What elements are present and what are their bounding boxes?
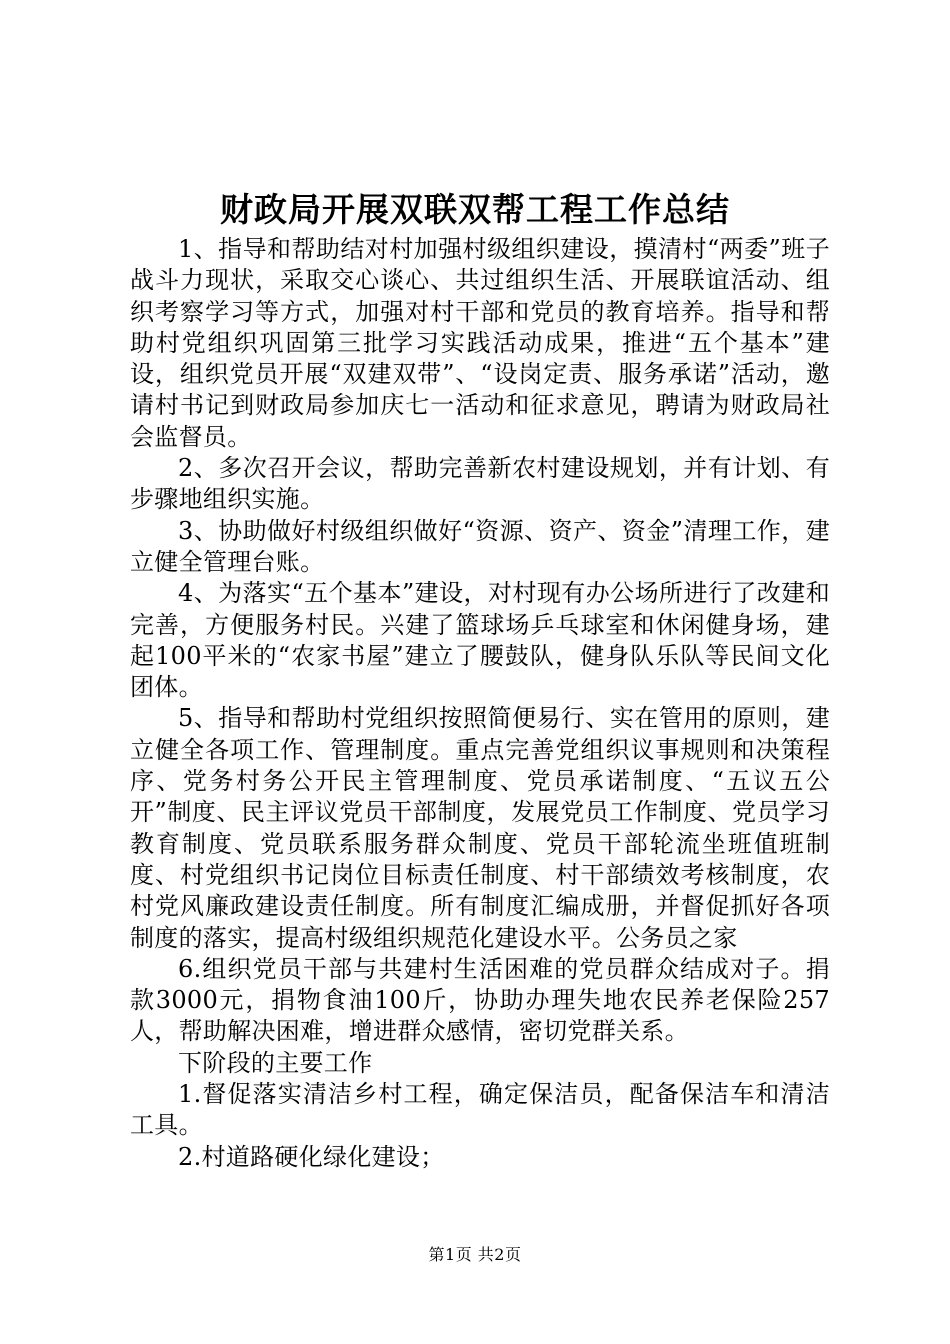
paragraph-4: 4、为落实“五个基本”建设，对村现有办公场所进行了改建和完善，方便服务村民。兴建了篮球场乒乓球室和休闲健身场，建起100平米的“农家书屋”建立了腰鼓队，健身队乐队等民间文化团体。 [130,579,830,702]
page-footer: 第1页 共2页 [428,1245,522,1264]
paragraph-2: 2、多次召开会议，帮助完善新农村建设规划，并有计划、有步骤地组织实施。 [130,454,830,514]
next-step-2: 2.村道路硬化绿化建设； [178,1142,445,1171]
paragraph-5: 5、指导和帮助村党组织按照简便易行、实在管用的原则，建立健全各项工作、管理制度。重点完善党组织议事规则和决策程序、党务村务公开民主管理制度、党员承诺制度、“五议五公开”制度、民主评议党员干部制度，发展党员工作制度、党员学习教育制度、党员联系服务群众制度、党员干部轮流坐班值班制度、村党组织书记岗位目标责任制度、村干部绩效考核制度，农村党风廉政建设责任制度。所有制度汇编成册，并督促抓好各项制度的落实，提高村级组织规范化建设水平。公务员之家 [130,704,830,952]
paragraph-1: 1、指导和帮助结对村加强村级组织建设，摸清村“两委”班子战斗力现状，采取交心谈心、共过组织生活、开展联谊活动、组织考察学习等方式，加强对村干部和党员的教育培养。指导和帮助村党组织巩固第三批学习实践活动成果，推进“五个基本”建设，组织党员开展“双建双带”、“设岗定责、服务承诺”活动，邀请村书记到财政局参加庆七一活动和征求意见，聘请为财政局社会监督员。 [130,235,830,451]
section-heading: 下阶段的主要工作 [178,1048,373,1077]
document-body [130,234,830,1173]
paragraph-3: 3、协助做好村级组织做好“资源、资产、资金”清理工作，建立健全管理台账。 [130,516,830,576]
page-title: 财政局开展双联双帮工程工作总结 [220,190,730,229]
next-step-1: 1.督促落实清洁乡村工程，确定保洁员，配备保洁车和清洁工具。 [130,1080,830,1140]
paragraph-6: 6.组织党员干部与共建村生活困难的党员群众结成对子。捐款3000元，捐物食油100斤，协助办理失地农民养老保险257人，帮助解决困难，增进群众感情，密切党群关系。 [130,954,830,1046]
